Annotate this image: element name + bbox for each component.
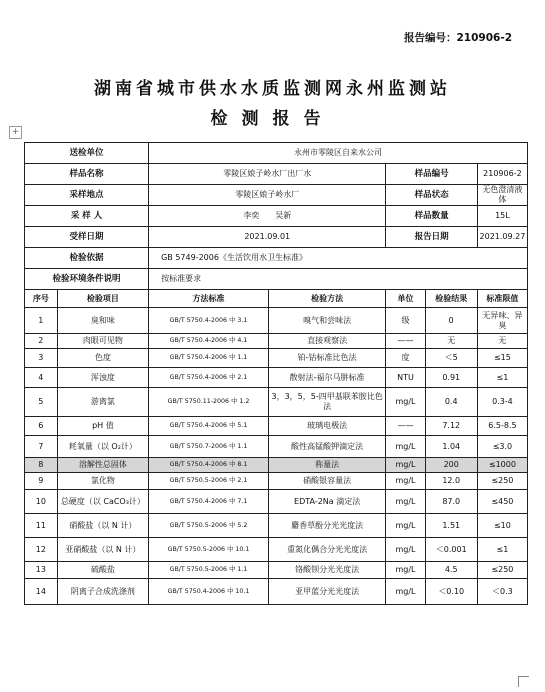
table-row <box>25 417 528 436</box>
cell-standard: GB/T 5750.4-2006 中 10.1 <box>149 579 269 605</box>
cell-standard: GB/T 5750.4-2006 中 7.1 <box>149 490 269 514</box>
cell-no: 14 <box>25 579 58 605</box>
cell-unit: 级 <box>386 308 425 334</box>
cell-limit: ≤3.0 <box>477 436 527 458</box>
col-header-unit: 单位 <box>386 290 425 308</box>
cell-item: 阴离子合成洗涤剂 <box>57 579 148 605</box>
cell-method: 铬酸钡分光光度法 <box>268 562 386 579</box>
cell-unit: mg/L <box>386 562 425 579</box>
sample-no-label: 样品编号 <box>386 164 477 185</box>
cell-method: 称量法 <box>268 458 386 473</box>
cell-limit: ≤1000 <box>477 458 527 473</box>
info-row-sampler <box>25 206 528 227</box>
info-row-client <box>25 143 528 164</box>
cell-no: 7 <box>25 436 58 458</box>
cell-result: 4.5 <box>425 562 477 579</box>
client-label: 送检单位 <box>25 143 149 164</box>
cell-result: ＜5 <box>425 349 477 368</box>
cell-unit: —— <box>386 417 425 436</box>
env-label: 检验环境条件说明 <box>25 269 149 290</box>
cell-unit: mg/L <box>386 436 425 458</box>
cell-no: 3 <box>25 349 58 368</box>
cell-limit: ≤1 <box>477 368 527 388</box>
cell-unit: NTU <box>386 368 425 388</box>
cell-limit: ≤250 <box>477 473 527 490</box>
cell-standard: GB/T 5750.4-2006 中 1.1 <box>149 349 269 368</box>
cell-result: ＜0.001 <box>425 538 477 562</box>
cell-no: 4 <box>25 368 58 388</box>
cell-unit: mg/L <box>386 388 425 417</box>
info-row-site <box>25 185 528 206</box>
state-value: 无色澄清液体 <box>477 185 527 206</box>
cell-item: 亚硝酸盐（以 N 计） <box>57 538 148 562</box>
cell-result: 1.51 <box>425 514 477 538</box>
cell-no: 6 <box>25 417 58 436</box>
cell-result: 0.4 <box>425 388 477 417</box>
cell-standard: GB/T 5750.4-2006 中 8.1 <box>149 458 269 473</box>
cell-standard: GB/T 5750.5-2006 中 5.2 <box>149 514 269 538</box>
col-header-limit: 标准限值 <box>477 290 527 308</box>
cell-result: 0 <box>425 308 477 334</box>
cell-unit: mg/L <box>386 538 425 562</box>
cell-result: 0.91 <box>425 368 477 388</box>
report-date-label: 报告日期 <box>386 227 477 248</box>
cell-unit: mg/L <box>386 473 425 490</box>
cell-limit: 无 <box>477 334 527 349</box>
cell-unit: mg/L <box>386 490 425 514</box>
cell-standard: GB/T 5750.5-2006 中 10.1 <box>149 538 269 562</box>
cell-no: 12 <box>25 538 58 562</box>
client-value: 永州市零陵区自来水公司 <box>149 143 528 164</box>
cell-standard: GB/T 5750.4-2006 中 5.1 <box>149 417 269 436</box>
cell-result: 1.04 <box>425 436 477 458</box>
cell-method: EDTA-2Na 滴定法 <box>268 490 386 514</box>
cell-limit: ＜0.3 <box>477 579 527 605</box>
col-header-item: 检验项目 <box>57 290 148 308</box>
cell-limit: ≤10 <box>477 514 527 538</box>
sampler-label: 采 样 人 <box>25 206 149 227</box>
cell-item: 色度 <box>57 349 148 368</box>
cell-item: 臭和味 <box>57 308 148 334</box>
recv-date-value: 2021.09.01 <box>149 227 386 248</box>
sample-name-label: 样品名称 <box>25 164 149 185</box>
table-row <box>25 562 528 579</box>
report-title: 湖南省城市供水水质监测网永州监测站 <box>94 79 451 99</box>
table-row <box>25 334 528 349</box>
report-number: 报告编号：210906-2 <box>404 32 512 44</box>
cell-method: 3，3，5，5-四甲基联苯胺比色法 <box>268 388 386 417</box>
cell-item: 硫酸盐 <box>57 562 148 579</box>
cell-unit: —— <box>386 334 425 349</box>
cell-method: 亚甲蓝分光光度法 <box>268 579 386 605</box>
site-value: 零陵区娘子岭水厂 <box>149 185 386 206</box>
cell-limit: ≤1 <box>477 538 527 562</box>
state-label: 样品状态 <box>386 185 477 206</box>
page-corner-mark <box>518 676 529 687</box>
table-row <box>25 368 528 388</box>
cell-method: 重氮化偶合分光光度法 <box>268 538 386 562</box>
cell-standard: GB/T 5750.4-2006 中 2.1 <box>149 368 269 388</box>
table-row <box>25 458 528 473</box>
cell-method: 玻璃电极法 <box>268 417 386 436</box>
cell-limit: 6.5-8.5 <box>477 417 527 436</box>
cell-result: 7.12 <box>425 417 477 436</box>
cell-limit: ≤250 <box>477 562 527 579</box>
cell-item: 硝酸盐（以 N 计） <box>57 514 148 538</box>
table-row <box>25 349 528 368</box>
info-row-sample <box>25 164 528 185</box>
qty-label: 样品数量 <box>386 206 477 227</box>
cell-unit: mg/L <box>386 514 425 538</box>
cell-no: 2 <box>25 334 58 349</box>
qty-value: 15L <box>477 206 527 227</box>
table-row <box>25 473 528 490</box>
cell-item: 游离氯 <box>57 388 148 417</box>
cell-result: ＜0.10 <box>425 579 477 605</box>
table-row <box>25 388 528 417</box>
cell-method: 硝酸银容量法 <box>268 473 386 490</box>
cell-standard: GB/T 5750.5-2006 中 1.1 <box>149 562 269 579</box>
col-header-result: 检验结果 <box>425 290 477 308</box>
cell-result: 12.0 <box>425 473 477 490</box>
cell-method: 铂-钴标准比色法 <box>268 349 386 368</box>
basis-label: 检验依据 <box>25 248 149 269</box>
cell-method: 麝香草酚分光光度法 <box>268 514 386 538</box>
table-row <box>25 308 528 334</box>
cell-unit: 度 <box>386 349 425 368</box>
table-row <box>25 436 528 458</box>
cell-limit: ≤450 <box>477 490 527 514</box>
cell-unit: mg/L <box>386 458 425 473</box>
cell-item: 肉眼可见物 <box>57 334 148 349</box>
cell-method: 嗅气和尝味法 <box>268 308 386 334</box>
cell-no: 8 <box>25 458 58 473</box>
cell-method: 散射法-福尔马肼标准 <box>268 368 386 388</box>
basis-value: GB 5749-2006《生活饮用水卫生标准》 <box>149 248 528 269</box>
cell-method: 直接观察法 <box>268 334 386 349</box>
cell-standard: GB/T 5750.4-2006 中 3.1 <box>149 308 269 334</box>
cell-no: 9 <box>25 473 58 490</box>
table-row <box>25 514 528 538</box>
cell-item: pH 值 <box>57 417 148 436</box>
cell-item: 总硬度（以 CaCO₃计） <box>57 490 148 514</box>
cell-result: 无 <box>425 334 477 349</box>
info-row-dates <box>25 227 528 248</box>
cell-unit: mg/L <box>386 579 425 605</box>
sample-name-value: 零陵区娘子岭水厂出厂水 <box>149 164 386 185</box>
table-row <box>25 490 528 514</box>
cell-limit: ≤15 <box>477 349 527 368</box>
cell-standard: GB/T 5750.11-2006 中 1.2 <box>149 388 269 417</box>
info-row-env <box>25 269 528 290</box>
cell-no: 5 <box>25 388 58 417</box>
cell-no: 13 <box>25 562 58 579</box>
report-subtitle: 检测报告 <box>210 109 335 129</box>
report-table <box>24 142 528 605</box>
sampler-value: 李奕 吴新 <box>149 206 386 227</box>
table-row <box>25 538 528 562</box>
cell-limit: 无异味、异臭 <box>477 308 527 334</box>
cell-method: 酸性高锰酸钾滴定法 <box>268 436 386 458</box>
cell-limit: 0.3-4 <box>477 388 527 417</box>
results-header-row <box>25 290 528 308</box>
site-label: 采样地点 <box>25 185 149 206</box>
col-header-no: 序号 <box>25 290 58 308</box>
cell-standard: GB/T 5750.5-2006 中 2.1 <box>149 473 269 490</box>
info-row-basis <box>25 248 528 269</box>
cell-result: 87.0 <box>425 490 477 514</box>
cell-no: 10 <box>25 490 58 514</box>
recv-date-label: 受样日期 <box>25 227 149 248</box>
cell-no: 1 <box>25 308 58 334</box>
sample-no-value: 210906-2 <box>477 164 527 185</box>
table-row <box>25 579 528 605</box>
report-date-value: 2021.09.27 <box>477 227 527 248</box>
cell-result: 200 <box>425 458 477 473</box>
env-value: 按标准要求 <box>149 269 528 290</box>
cell-item: 浑浊度 <box>57 368 148 388</box>
cell-standard: GB/T 5750.7-2006 中 1.1 <box>149 436 269 458</box>
cell-item: 氯化物 <box>57 473 148 490</box>
col-header-standard: 方法标准 <box>149 290 269 308</box>
cell-no: 11 <box>25 514 58 538</box>
cell-standard: GB/T 5750.4-2006 中 4.1 <box>149 334 269 349</box>
cell-item: 耗氧量（以 O₂计） <box>57 436 148 458</box>
cell-item: 溶解性总固体 <box>57 458 148 473</box>
col-header-method: 检验方法 <box>268 290 386 308</box>
table-move-handle-icon[interactable]: + <box>9 126 22 139</box>
